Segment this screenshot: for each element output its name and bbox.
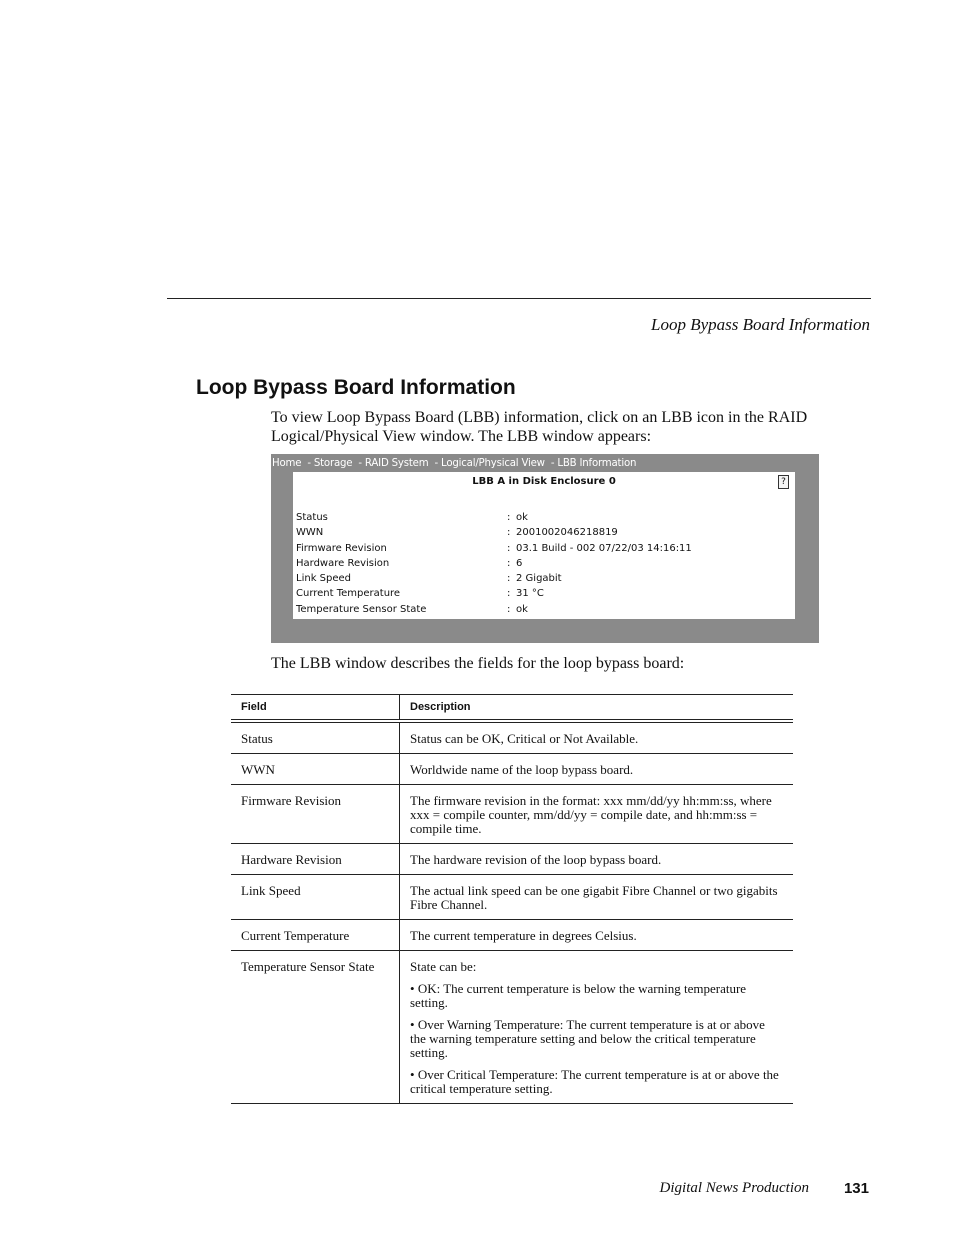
field-label: WWN: [296, 527, 324, 539]
description-cell: [400, 875, 794, 920]
field-separator: :: [507, 542, 511, 554]
footer-title: Digital News Production: [659, 1180, 809, 1196]
field-row: [296, 527, 786, 542]
header-description: Description: [400, 695, 794, 722]
help-icon[interactable]: ?: [778, 475, 789, 489]
field-separator: :: [507, 603, 511, 615]
page-number: 131: [843, 1180, 869, 1197]
description-text: State can be:: [410, 959, 477, 974]
panel-title: LBB A in Disk Enclosure 0: [472, 476, 616, 487]
field-label: Status: [296, 512, 328, 523]
description-text: Status can be OK, Critical or Not Available.: [410, 731, 639, 746]
description-cell: [400, 844, 794, 875]
description-cell: [400, 920, 794, 951]
header-rule: [167, 298, 871, 299]
running-head: Loop Bypass Board Information: [651, 315, 870, 334]
field-value: 31 °C: [516, 588, 544, 600]
table-row: [231, 754, 793, 785]
table-header-row: [231, 695, 793, 722]
field-row: [296, 573, 786, 588]
description-cell: [400, 951, 794, 1104]
description-cell: [400, 785, 794, 844]
description-text: • Over Warning Temperature: The current temperature is at or above the warning temperature setting and below the critical temperature setting.: [410, 1018, 783, 1060]
field-value: 03.1 Build - 002 07/22/03 14:16:11: [516, 542, 692, 554]
table-row: [231, 951, 793, 1104]
field-separator: :: [507, 573, 511, 585]
description-text: • Over Critical Temperature: The current temperature is at or above the critical temperature setting.: [410, 1068, 783, 1096]
table-row: [231, 875, 793, 920]
field-label: Firmware Revision: [296, 542, 387, 554]
field-name-cell: Firmware Revision: [231, 785, 400, 844]
field-name-cell: Current Temperature: [231, 920, 400, 951]
field-value: ok: [516, 512, 528, 523]
description-cell: [400, 754, 794, 785]
lbb-fields: [296, 512, 786, 619]
lbb-window-screenshot: [271, 454, 819, 643]
field-name-cell: Status: [231, 721, 400, 754]
field-value: 2 Gigabit: [516, 573, 562, 585]
field-row: [296, 543, 786, 558]
lbb-info-panel: [293, 472, 795, 619]
field-separator: :: [507, 557, 511, 569]
description-text: The firmware revision in the format: xxx mm/dd/yy hh:mm:ss, where xxx = compile counter, mm/dd/yy = compile date, and hh:mm:ss = compile time.: [410, 793, 772, 836]
field-row: [296, 512, 786, 527]
field-row: [296, 588, 786, 603]
breadcrumb[interactable]: Home - Storage - RAID System - Logical/Physical View - LBB Information: [272, 458, 637, 469]
description-text: The hardware revision of the loop bypass board.: [410, 852, 662, 867]
description-cell: [400, 721, 794, 754]
table-row: [231, 920, 793, 951]
field-row: [296, 604, 786, 619]
field-description-table: [231, 694, 793, 1104]
field-value: ok: [516, 603, 528, 615]
field-label: Hardware Revision: [296, 557, 390, 569]
field-label: Temperature Sensor State: [296, 603, 427, 615]
field-name-cell: Hardware Revision: [231, 844, 400, 875]
table-row: [231, 785, 793, 844]
description-text: Worldwide name of the loop bypass board.: [410, 762, 634, 777]
field-separator: :: [507, 588, 511, 600]
description-text: The actual link speed can be one gigabit Fibre Channel or two gigabits Fibre Channel.: [410, 883, 778, 912]
field-label: Current Temperature: [296, 588, 401, 600]
table-row: [231, 721, 793, 754]
table-row: [231, 844, 793, 875]
field-name-cell: Temperature Sensor State: [231, 951, 400, 1104]
field-value: 2001002046218819: [516, 527, 618, 539]
field-separator: :: [507, 527, 511, 539]
field-value: 6: [516, 557, 523, 569]
field-label: Link Speed: [296, 573, 352, 585]
intro-paragraph: To view Loop Bypass Board (LBB) information, click on an LBB icon in the RAID Logical/Physical View window. The LBB window appears:: [271, 409, 808, 445]
section-title: Loop Bypass Board Information: [196, 376, 516, 399]
table-lead-paragraph: The LBB window describes the fields for the loop bypass board:: [271, 655, 685, 672]
description-text: • OK: The current temperature is below the warning temperature setting.: [410, 982, 783, 1010]
field-separator: :: [507, 512, 511, 523]
field-name-cell: Link Speed: [231, 875, 400, 920]
field-row: [296, 558, 786, 573]
field-name-cell: WWN: [231, 754, 400, 785]
description-text: The current temperature in degrees Celsius.: [410, 928, 637, 943]
header-field: Field: [231, 695, 400, 722]
